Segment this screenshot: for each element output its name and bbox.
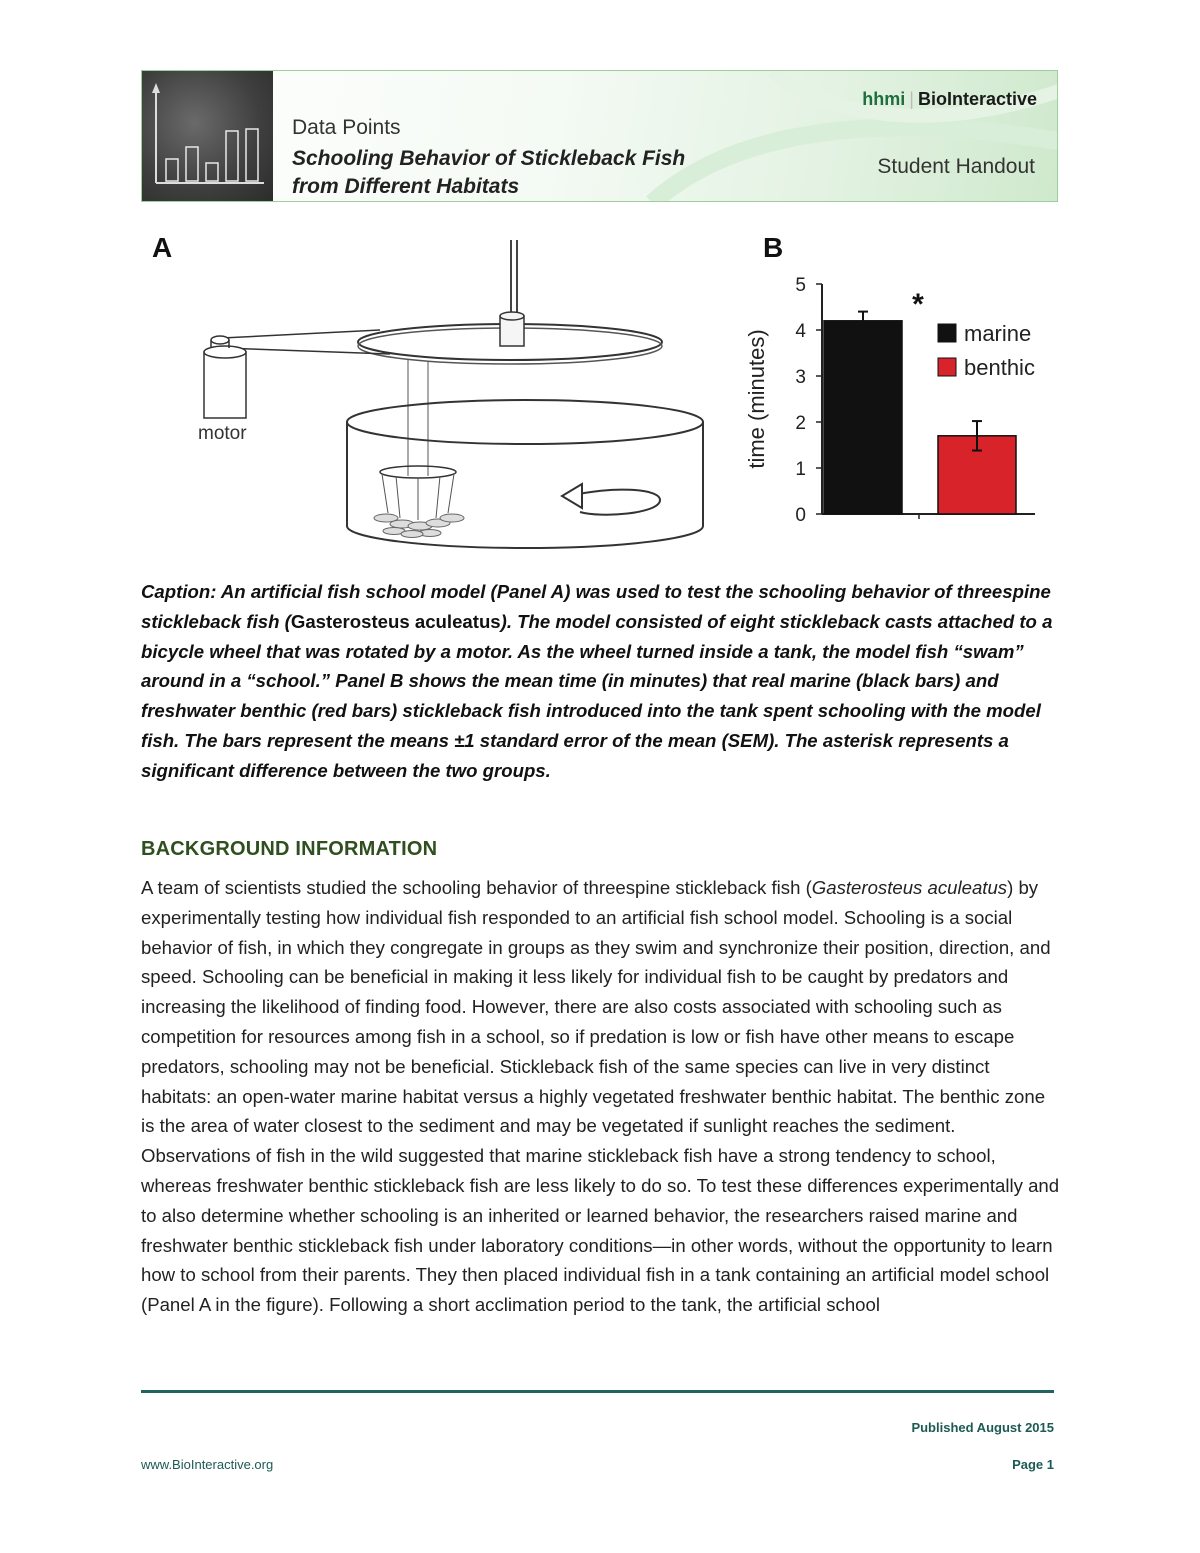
background-part-2: ) by experimentally testing how individual fish responded to an artificial fish school model. Schooling is a social behavior of fish, in which they congregate in groups as they swim and synchronize their position, direction, and speed. Schooling can be beneficial in making it less likely for individual fish to be caught by predators and increasing the likelihood of finding food. However, there are also costs associated with schooling such as competition for resources among fish in a school, so if predation is low or fish have other means to escape predators, schooling may not be beneficial. Stickleback fish of the same species can live in very distinct habitats: an open-water marine habitat versus a highly vegetated freshwater benthic habitat. The benthic zone is the area of water closest to the sediment and may be vegetated if sunlight reaches the sediment. Observations of fish in the wild suggested that marine stickleback fish have a strong tendency to school, whereas freshwater benthic stickleback fish are less likely to do so. To test these differences experimentally and to also determine whether schooling is an inherited or learned behavior, the researchers raised marine and freshwater benthic stickleback fish under laboratory conditions—in other words, without the opportunity to learn how to school from their parents. They then placed individual fish in a tank containing an artificial model school (Panel A in the figure). Following a short acclimation period to the tank, the artificial school [141, 877, 1060, 1316]
logo-hhmi: hhmi [862, 89, 906, 109]
hhmi-biointeractive-logo [862, 89, 1037, 110]
caption-part-1: Caption: An artificial fish school model (Panel A) was used to test the schooling behavior of threespine stickleback fish ( [141, 581, 1051, 632]
background-heading: BACKGROUND INFORMATION [141, 838, 438, 860]
caption-species: Gasterosteus aculeatus [290, 610, 501, 632]
y-tick-label: 4 [795, 321, 806, 342]
title-line-2: from Different Habitats [292, 175, 520, 198]
rotation-arrow-icon [570, 490, 660, 515]
background-species: Gasterosteus aculeatus [811, 877, 1008, 898]
figure-caption [141, 577, 1061, 786]
background-part-1: A team of scientists studied the schooling behavior of threespine stickleback fish ( [141, 877, 812, 898]
legend-label-benthic: benthic [964, 355, 1035, 380]
page-number: Page 1 [1012, 1457, 1054, 1472]
handout-label: Student Handout [877, 155, 1035, 178]
legend-swatch-marine [938, 324, 956, 342]
bar-marine [824, 321, 902, 514]
footer-website-link[interactable]: www.BioInteractive.org [141, 1457, 274, 1472]
legend-label-marine: marine [964, 321, 1032, 346]
y-tick-label: 2 [795, 413, 806, 434]
y-tick-label: 3 [795, 367, 806, 388]
published-date: Published August 2015 [911, 1420, 1054, 1435]
tank [347, 400, 703, 444]
y-tick-label: 1 [795, 459, 806, 480]
background-paragraph [141, 873, 1061, 1320]
panel-b-label: B [763, 232, 784, 263]
motor-cylinder [204, 352, 246, 418]
footer-divider [141, 1390, 1054, 1393]
chalkboard-chart-image [142, 71, 273, 201]
logo-separator: | [909, 89, 914, 109]
series-label: Data Points [292, 116, 401, 139]
header-banner [141, 70, 1058, 202]
significance-asterisk: * [912, 288, 924, 321]
logo-biointeractive: BioInteractive [917, 89, 1037, 109]
caption-part-2: ). The model consisted of eight stickleback casts attached to a bicycle wheel that was rotated by a motor. As the wheel turned inside a tank, the model fish “swam” around in a “school.” Panel B shows the mean time (in minutes) that real marine (black bars) and freshwater benthic (red bars) stickleback fish introduced into the tank spent schooling with the model fish. The bars represent the means ±1 standard error of the mean (SEM). The asterisk represents a significant difference between the two groups. [141, 610, 1053, 781]
apparatus-diagram [190, 238, 710, 558]
drive-belt [222, 330, 380, 338]
panel-a-label: A [152, 232, 173, 263]
legend-swatch-benthic [938, 358, 956, 376]
y-tick-label: 5 [795, 275, 806, 296]
y-tick-label: 0 [795, 505, 806, 526]
model-fish-group [374, 514, 464, 538]
title-line-1: Schooling Behavior of Stickleback Fish [292, 147, 686, 170]
motor-label: motor [198, 423, 247, 444]
bar-chart [730, 268, 1060, 558]
bar-chart-icon [142, 71, 273, 201]
page-title [292, 145, 685, 201]
y-axis-label: time (minutes) [744, 329, 769, 469]
